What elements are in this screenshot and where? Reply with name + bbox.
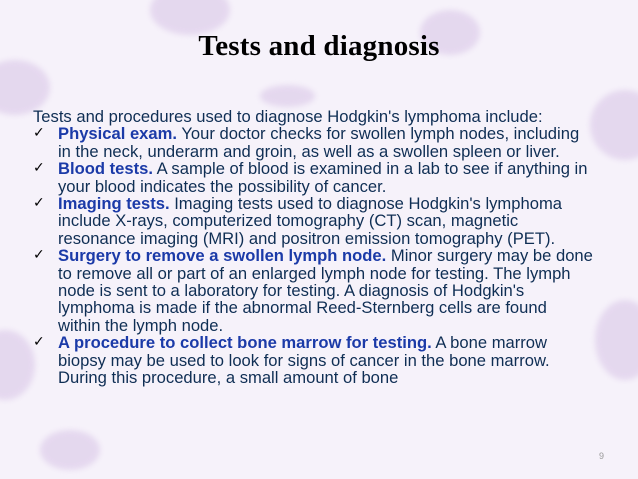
background-blotch — [0, 330, 35, 400]
bullet-text: A bone marrow biopsy may be used to look for signs of cancer in the bone marrow. During this procedure, a small amount of bone — [58, 333, 550, 388]
checkmark-icon: ✓ — [33, 125, 45, 142]
bullet-lead: Blood tests. — [58, 159, 153, 179]
bullet-lead: Imaging tests. — [58, 194, 170, 214]
bullet-text: Imaging tests used to diagnose Hodgkin's lymphoma include X-rays, computerized tomography (CT) scan, magnetic resonance imaging (MRI) and positron emission tomography (PET). — [58, 194, 562, 248]
bullet-item-bone-marrow — [33, 334, 593, 386]
background-blotch — [595, 300, 638, 380]
bullet-text: A sample of blood is examined in a lab to see if anything in your blood indicates the possibility of cancer. — [58, 159, 588, 196]
bullet-item-surgery — [33, 247, 593, 334]
background-blotch — [590, 90, 638, 160]
checkmark-icon: ✓ — [33, 334, 45, 351]
bullet-list — [33, 125, 593, 386]
bullet-item-imaging-tests — [33, 195, 593, 247]
bullet-item-blood-tests — [33, 160, 593, 195]
checkmark-icon: ✓ — [33, 160, 45, 177]
background-blotch — [260, 85, 315, 107]
checkmark-icon: ✓ — [33, 247, 45, 264]
bullet-lead: A procedure to collect bone marrow for testing. — [58, 333, 432, 353]
page-number: 9 — [598, 451, 604, 461]
slide-body — [33, 108, 593, 387]
checkmark-icon: ✓ — [33, 195, 45, 212]
background-blotch — [40, 430, 100, 470]
slide-title: Tests and diagnosis — [198, 30, 440, 62]
bullet-text: Minor surgery may be done to remove all or part of an enlarged lymph node for testing. The lymph node is sent to a laboratory for testing. A diagnosis of Hodgkin's lymphoma is made if the abnormal Reed-Sternberg cells are found within the lymph node. — [58, 246, 593, 335]
intro-text: Tests and procedures used to diagnose Hodgkin's lymphoma include: — [33, 107, 543, 126]
bullet-item-physical-exam — [33, 125, 593, 160]
bullet-lead: Physical exam. — [58, 124, 178, 144]
bullet-lead: Surgery to remove a swollen lymph node. — [58, 246, 387, 266]
bullet-text: Your doctor checks for swollen lymph nodes, including in the neck, underarm and groin, as well as a swollen spleen or liver. — [58, 124, 580, 161]
